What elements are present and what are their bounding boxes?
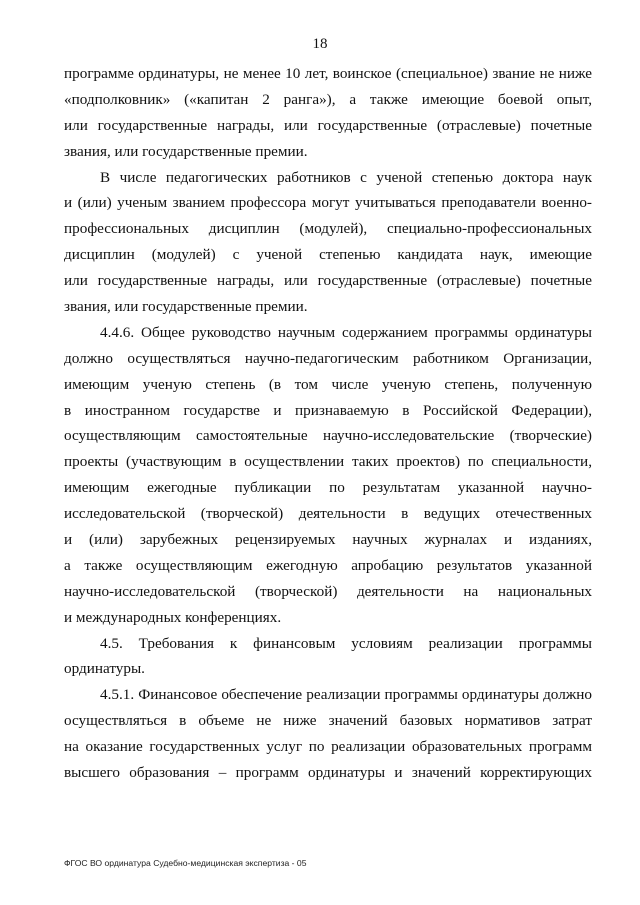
text-line: имеющим ежегодные публикации по результатам указанной научно- — [64, 479, 592, 497]
text-line: научно-исследовательской (творческой) деятельности на национальных — [64, 582, 592, 600]
text-line: на оказание государственных услуг по реализации образовательных программ — [64, 738, 592, 756]
text-line: проекты (участвующим в осуществлении таких проектов) по специальности, — [64, 453, 592, 471]
text-line: 4.5.1. Финансовое обеспечение реализации программы ординатуры должно — [100, 686, 592, 704]
text-line: осуществляющим самостоятельные научно-исследовательские (творческие) — [64, 427, 592, 445]
text-line: В числе педагогических работников с ученой степенью доктора наук — [100, 168, 592, 186]
text-line: и (или) ученым званием профессора могут учитываться преподаватели военно- — [64, 194, 592, 212]
text-line: звания, или государственные премии. — [64, 142, 308, 160]
text-line: должно осуществляться научно-педагогическим работником Организации, — [64, 349, 592, 367]
text-line: исследовательской (творческой) деятельности в ведущих отечественных — [64, 505, 592, 523]
text-line: и международных конференциях. — [64, 608, 282, 626]
text-line: и (или) зарубежных рецензируемых научных журналах и изданиях, — [64, 531, 592, 549]
text-line: 4.5. Требования к финансовым условиям реализации программы — [100, 634, 592, 652]
text-line: «подполковник» («капитан 2 ранга»), а также имеющие боевой опыт, — [64, 90, 592, 108]
page-number: 18 — [312, 36, 328, 52]
text-line: высшего образования – программ ординатуры и значений корректирующих — [64, 764, 592, 782]
text-line: профессиональных дисциплин (модулей), специально-профессиональных — [64, 220, 592, 238]
text-line: 4.4.6. Общее руководство научным содержанием программы ординатуры — [100, 323, 592, 341]
text-line: имеющим ученую степень (в том числе ученую степень, полученную — [64, 375, 592, 393]
text-line: в иностранном государстве и признаваемую в Российской Федерации), — [64, 401, 592, 419]
text-line: или государственные награды, или государственные (отраслевые) почетные — [64, 116, 592, 134]
text-line: а также осуществляющим ежегодную апробацию результатов указанной — [64, 556, 592, 574]
text-line: ординатуры. — [64, 660, 145, 678]
text-line: осуществляться в объеме не ниже значений базовых нормативов затрат — [64, 712, 592, 730]
text-line: звания, или государственные премии. — [64, 298, 308, 316]
text-line: программе ординатуры, не менее 10 лет, воинское (специальное) звание не ниже — [64, 65, 592, 82]
text-line: или государственные награды, или государственные (отраслевые) почетные — [64, 272, 592, 290]
footer-text: ФГОС ВО ординатура Судебно-медицинская экспертиза - 05 — [64, 858, 307, 868]
body-text — [64, 61, 592, 786]
text-line: дисциплин (модулей) с ученой степенью кандидата наук, имеющие — [64, 246, 592, 264]
